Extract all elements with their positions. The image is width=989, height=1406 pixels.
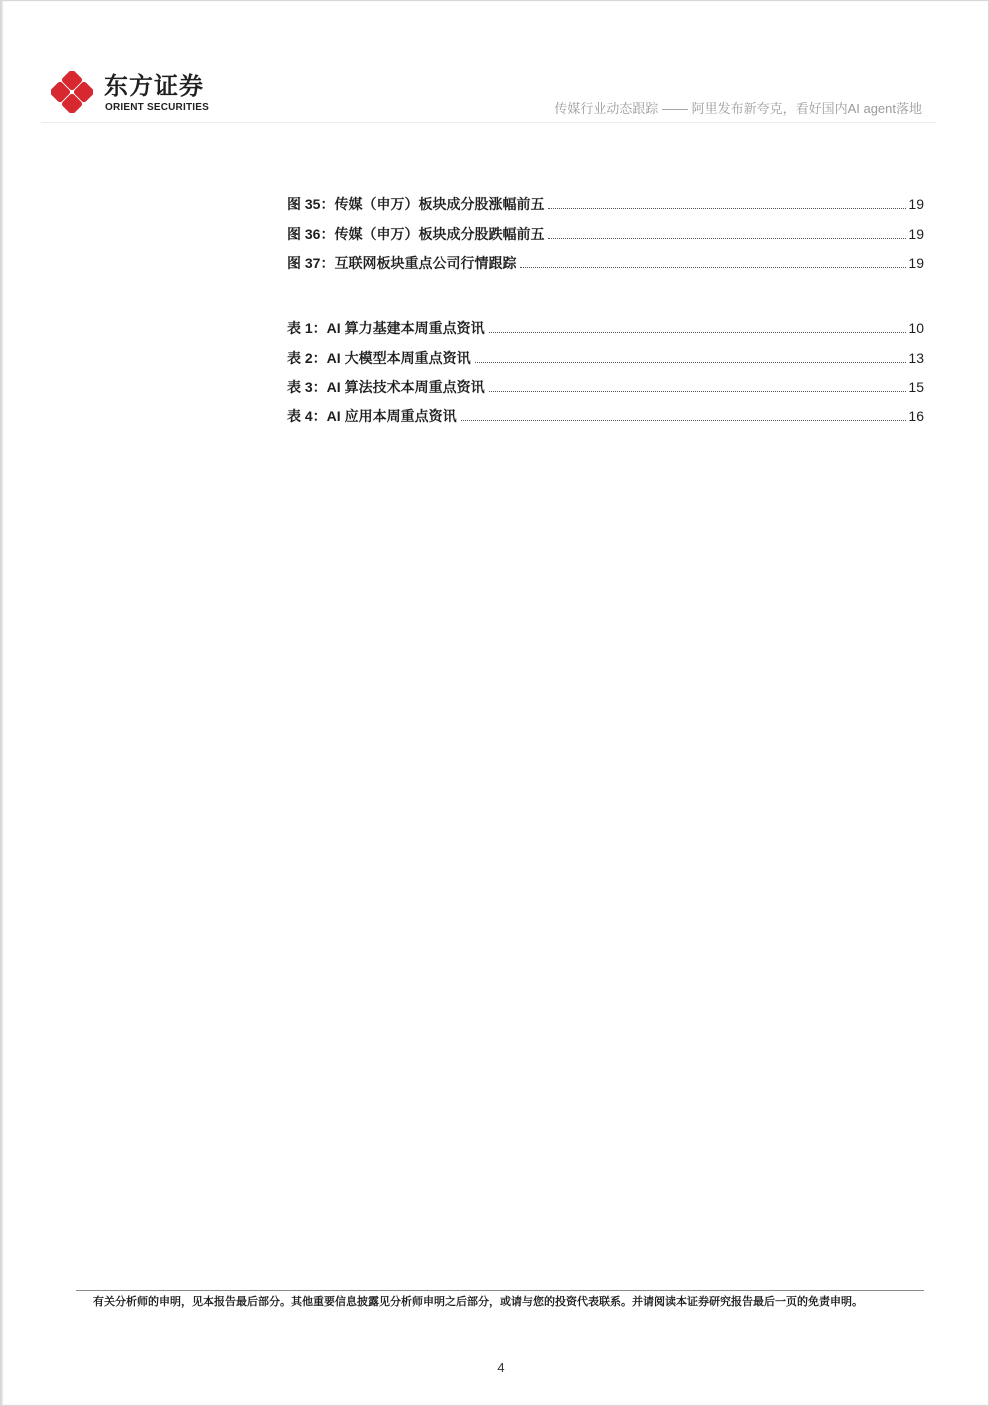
toc-entry-page: 16 bbox=[908, 408, 924, 425]
toc-entry-page: 19 bbox=[908, 225, 924, 242]
toc-entry[interactable] bbox=[287, 367, 924, 396]
toc-entry-page: 19 bbox=[908, 196, 924, 213]
toc-entry[interactable] bbox=[287, 337, 924, 366]
toc-entry-label: 表 4：AI 应用本周重点资讯 bbox=[287, 408, 457, 425]
toc-entry-label: 表 3：AI 算法技术本周重点资讯 bbox=[287, 378, 485, 395]
toc-entry[interactable] bbox=[287, 213, 924, 242]
toc-entry-label: 表 2：AI 大模型本周重点资讯 bbox=[287, 349, 471, 366]
toc-entry-label: 图 36：传媒（申万）板块成分股跌幅前五 bbox=[287, 225, 545, 242]
toc-dot-leader bbox=[548, 207, 906, 209]
toc-entry-page: 19 bbox=[908, 254, 924, 271]
toc-dot-leader bbox=[489, 331, 907, 333]
page-number: 4 bbox=[497, 1360, 505, 1375]
toc-dot-leader bbox=[461, 419, 907, 421]
footer-divider bbox=[76, 1290, 924, 1291]
toc-entry-page: 15 bbox=[908, 378, 924, 395]
toc-entry-page: 13 bbox=[908, 349, 924, 366]
toc-tables-list bbox=[287, 308, 924, 425]
toc-entry[interactable] bbox=[287, 308, 924, 337]
toc-dot-leader bbox=[489, 390, 907, 392]
orient-securities-logo-icon bbox=[51, 71, 93, 113]
toc-entry[interactable] bbox=[287, 243, 924, 272]
toc-entry-label: 表 1：AI 算力基建本周重点资讯 bbox=[287, 320, 485, 337]
brand-name-en: ORIENT SECURITIES bbox=[105, 102, 209, 113]
report-title: 传媒行业动态跟踪 —— 阿里发布新夸克，看好国内AI agent落地 bbox=[554, 101, 922, 116]
toc-dot-leader bbox=[475, 361, 907, 363]
footer-disclaimer: 有关分析师的申明，见本报告最后部分。其他重要信息披露见分析师申明之后部分，或请与您的投资代表联系。并请阅读本证券研究报告最后一页的免责申明。 bbox=[93, 1296, 863, 1308]
toc-entry-label: 图 35：传媒（申万）板块成分股涨幅前五 bbox=[287, 196, 545, 213]
toc-entry-label: 图 37：互联网板块重点公司行情跟踪 bbox=[287, 254, 517, 271]
header-divider bbox=[41, 122, 936, 123]
toc-entry[interactable] bbox=[287, 184, 924, 213]
brand-name-cn: 东方证券 bbox=[104, 73, 204, 100]
toc-dot-leader bbox=[548, 237, 906, 239]
toc-dot-leader bbox=[520, 266, 906, 268]
toc-entry-page: 10 bbox=[908, 320, 924, 337]
toc-figures-list bbox=[287, 184, 924, 272]
toc-entry[interactable] bbox=[287, 396, 924, 425]
